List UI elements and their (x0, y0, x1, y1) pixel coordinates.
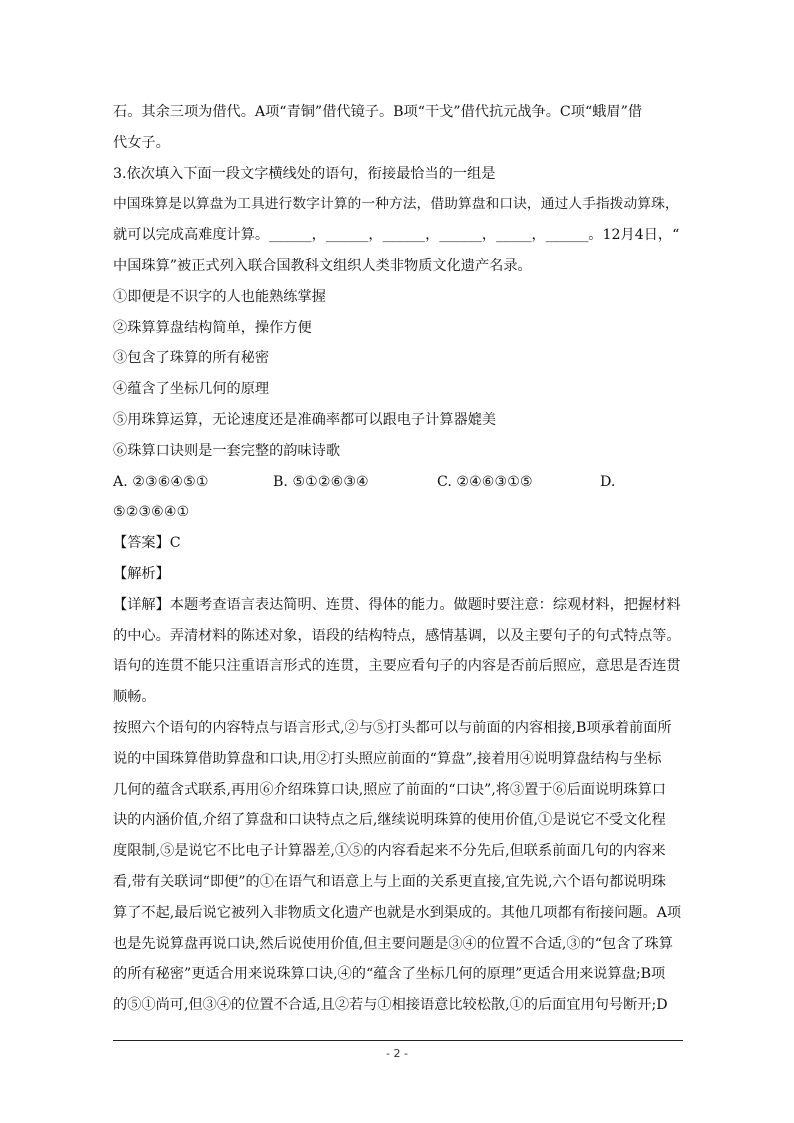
analysis-line: 几何的蕴含式联系,再用⑥介绍珠算口诀,照应了前面的“口诀”,将③置于⑥后面说明珠算口 (113, 781, 666, 798)
analysis-line: 按照六个语句的内容特点与语言形式,②与⑤打头都可以与前面的内容相接,B项承着前面所 (113, 719, 672, 736)
analysis-line: 算了不起,最后说它被列入非物质文化遗产也就是水到渠成的。其他几项都有衔接问题。A项 (113, 904, 682, 921)
text-line: 石。其余三项为借代。A项“青铜”借代镜子。B项“干戈”借代抗元战争。C项“蛾眉”借 (113, 104, 643, 120)
answer-line: 【答案】C (113, 535, 181, 552)
answer-options (113, 467, 685, 498)
text-line: 代女子。 (113, 134, 170, 151)
analysis-line: 语句的连贯不能只注重语言形式的连贯，主要应看句子的内容是否前后照应，意思是否连贯 (113, 658, 681, 675)
passage-line: 就可以完成高难度计算。______，______，______，______，_____，______。12月4日，“ (113, 227, 680, 244)
footer-divider (113, 1040, 683, 1041)
sentence-item-4: ④蕴含了坐标几何的原理 (113, 381, 270, 398)
sentence-item-1: ①即便是不识字的人也能熟练掌握 (113, 288, 326, 305)
analysis-line: 的⑤①尚可,但③④的位置不合适,且②若与①相接语意比较松散,①的后面宜用句号断开;D (113, 997, 668, 1014)
analysis-line: 顺畅。 (113, 689, 156, 706)
option-d: D. (600, 473, 616, 490)
page-content (113, 97, 685, 1021)
analysis-line: 【详解】本题考查语言表达简明、连贯、得体的能力。做题时要注意：综观材料，把握材料 (113, 596, 681, 613)
option-d-continued: ⑤②③⑥④① (113, 504, 190, 521)
sentence-item-6: ⑥珠算口诀则是一套完整的韵味诗歌 (113, 442, 341, 459)
sentence-item-2: ②珠算算盘结构简单，操作方便 (113, 319, 312, 336)
sentence-item-5: ⑤用珠算运算，无论速度还是准确率都可以跟电子计算器媲美 (113, 411, 497, 428)
analysis-line: 的中心。弄清材料的陈述对象，语段的结构特点，感情基调，以及主要句子的句式特点等。 (113, 627, 681, 644)
analysis-line: 诀的内涵价值,介绍了算盘和口诀特点之后,继续说明珠算的使用价值,①是说它不受文化程 (113, 812, 666, 829)
question-stem: 3.依次填入下面一段文字横线处的语句，衔接最恰当的一组是 (113, 165, 496, 182)
option-c: C. ②④⑥③①⑤ (437, 473, 533, 490)
analysis-line: 也是先说算盘再说口诀,然后说使用价值,但主要问题是③④的位置不合适,③的“包含了珠算 (113, 935, 673, 952)
sentence-item-3: ③包含了珠算的所有秘密 (113, 350, 270, 367)
analysis-heading: 【解析】 (113, 565, 170, 582)
option-a: A. ②③⑥④⑤① (113, 473, 209, 490)
analysis-line: 度限制,⑤是说它不比电子计算器差,①⑤的内容看起来不分先后,但联系前面几句的内容来 (113, 843, 666, 860)
option-b: B. ⑤①②⑥③④ (273, 473, 369, 490)
analysis-line: 的所有秘密”更适合用来说珠算口诀,④的“蕴含了坐标几何的原理”更适合用来说算盘;B项 (113, 966, 666, 983)
passage-line: 中国珠算”被正式列入联合国教科文组织人类非物质文化遗产名录。 (113, 257, 532, 274)
analysis-line: 说的中国珠算借助算盘和口诀,用②打头照应前面的“算盘”,接着用④说明算盘结构与坐标 (113, 750, 662, 767)
passage-line: 中国珠算是以算盘为工具进行数字计算的一种方法，借助算盘和口诀，通过人手指拨动算珠， (113, 196, 679, 213)
analysis-line: 看,带有关联词“即便”的①在语气和语意上与上面的关系更直接,宜先说,六个语句都说明珠 (113, 873, 666, 890)
page-number: - 2 - (386, 1047, 408, 1060)
